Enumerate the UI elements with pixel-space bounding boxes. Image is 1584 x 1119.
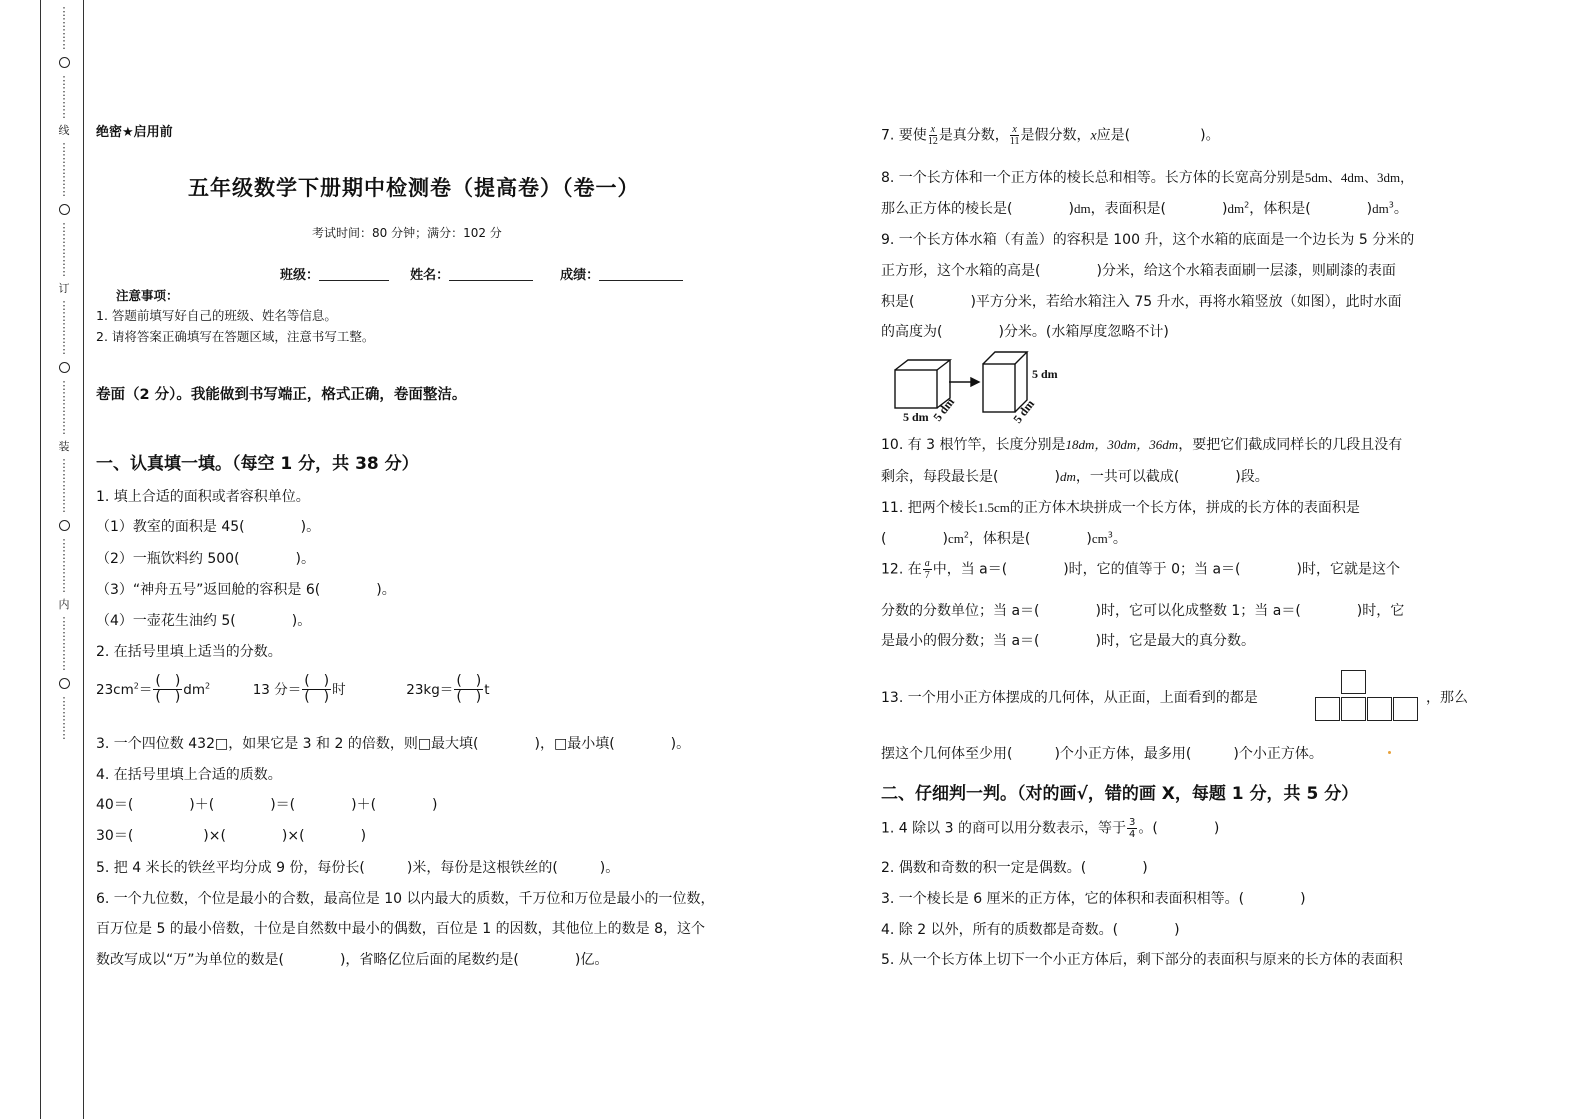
binding-hole xyxy=(59,204,70,215)
question-13-line-1: 13. 一个用小正方体摆成的几何体，从正面，上面看到的都是 xyxy=(881,690,1258,706)
q2-c: 23kg＝ $\frac{( )}{( )}$ t xyxy=(406,673,490,706)
paper-neatness: 卷面（2 分）。我能做到书写端正，格式正确，卷面整洁。 xyxy=(96,387,467,403)
question-5: 5. 把 4 米长的铁丝平均分成 9 份，每份长( )米，每份是这根铁丝的( )。 xyxy=(96,860,620,876)
question-6-line-1: 6. 一个九位数，个位是最小的合数，最高位是 10 以内最大的质数，千万位和万位是最小的一位数， xyxy=(96,891,715,907)
name-label: 姓名： xyxy=(410,268,450,283)
water-tank-figure xyxy=(891,346,1071,428)
student-info-row xyxy=(280,264,683,283)
question-9-line-2: 正方形，这个水箱的高是( )分米，给这个水箱表面刷一层漆，则刷漆的表面 xyxy=(881,263,1396,279)
question-12-line-1: 12. 在 $\frac{a}{7}$ 中，当 a＝( )时，它的值等于 0；当 a＝( )时，它就是这个 xyxy=(881,558,1400,581)
judge-2: 2. 偶数和奇数的积一定是偶数。( ) xyxy=(881,860,1148,876)
binding-hole xyxy=(59,520,70,531)
q2-b: 13 分＝ $\frac{( )}{( )}$ 时 xyxy=(252,673,346,706)
class-label: 班级： xyxy=(280,268,320,283)
binding-char: 内 xyxy=(58,598,70,611)
question-12-line-2: 分数的分数单位；当 a＝( )时，它可以化成整数 1；当 a＝( )时，它 xyxy=(881,603,1405,619)
section-2-title: 二、仔细判一判。（对的画√，错的画 X，每题 1 分，共 5 分） xyxy=(881,784,1359,804)
note-2: 2. 请将答案正确填写在答题区域，注意书写工整。 xyxy=(96,329,375,344)
question-8-line-1: 8. 一个长方体和一个正方体的棱长总和相等。长方体的长宽高分别是5dm、4dm、3dm， xyxy=(881,170,1414,186)
question-9-line-3: 积是( )平方分米，若给水箱注入 75 升水，再将水箱竖放（如图），此时水面 xyxy=(881,294,1402,310)
judge-5: 5. 从一个长方体上切下一个小正方体后，剩下部分的表面积与原来的长方体的表面积 xyxy=(881,952,1403,968)
binding-char: 订 xyxy=(58,282,70,295)
question-6-line-2: 百万位是 5 的最小倍数，十位是自然数中最小的偶数，百位是 1 的因数，其他位上的数是 8，这个 xyxy=(96,921,705,937)
question-9-line-1: 9. 一个长方体水箱（有盖）的容积是 100 升，这个水箱的底面是一个边长为 5 分米的 xyxy=(881,232,1415,248)
binding-char: 装 xyxy=(58,440,70,453)
question-6-line-3: 数改写成以“万”为单位的数是( )，省略亿位后面的尾数约是( )亿。 xyxy=(96,952,609,968)
question-11-line-1: 11. 把两个棱长1.5cm的正方体木块拼成一个长方体，拼成的长方体的表面积是 xyxy=(881,500,1360,516)
question-4-b: 30＝( )×( )×( ) xyxy=(96,828,367,844)
question-3: 3. 一个四位数 432□，如果它是 3 和 2 的倍数，则□最大填( )，□最小填( )。 xyxy=(96,736,691,752)
question-9-line-4: 的高度为( )分米。(水箱厚度忽略不计) xyxy=(881,324,1169,340)
question-1-4: （4）一壶花生油约 5( )。 xyxy=(96,613,312,629)
class-field[interactable] xyxy=(319,266,389,281)
figure-label: 5 dm xyxy=(903,410,929,424)
judge-1: 1. 4 除以 3 的商可以用分数表示，等于 $\frac{3}{4}$ 。( ) xyxy=(881,817,1220,840)
figure-label: 5 dm xyxy=(1032,367,1058,381)
question-13-then: ，那么 xyxy=(1426,690,1468,706)
q2-a: $23cm^2=$ $\frac{( )}{( )}$ $dm^2$ xyxy=(96,673,211,706)
exam-info: 考试时间：80 分钟；满分：102 分 xyxy=(312,226,502,240)
figure-label: 5 dm xyxy=(1010,396,1038,426)
binding-hole xyxy=(59,57,70,68)
notes-title: 注意事项： xyxy=(116,288,179,303)
question-4-a: 40＝( )＋( )＝( )＋( ) xyxy=(96,797,438,813)
binding-column: ⋮ ⋮ ⋮ ⋮ ⋮ ⋮ ⋮ ⋮ 线 ⋮ ⋮ ⋮ ⋮ ⋮ ⋮ ⋮ ⋮ ⋮ ⋮ 订 ⋮ ⋮ ⋮ ⋮ ⋮ ⋮ ⋮ ⋮ ⋮ ⋮ 装 ⋮ ⋮ ⋮ ⋮ ⋮ ⋮ ⋮ ⋮ ⋮ ⋮ 内 ⋮ ⋮ ⋮ ⋮ ⋮ ⋮ ⋮ ⋮ ⋮ xyxy=(58,5,70,741)
score-field[interactable] xyxy=(599,266,683,281)
question-1-2: （2）一瓶饮料约 500( )。 xyxy=(96,551,316,567)
question-10-line-1: 10. 有 3 根竹竿，长度分别是18dm，30dm，36dm，要把它们截成同样长的几段且没有 xyxy=(881,437,1403,453)
section-1-title: 一、认真填一填。（每空 1 分，共 38 分） xyxy=(96,454,419,474)
binding-hole xyxy=(59,362,70,373)
question-2-items xyxy=(96,674,490,706)
question-12-line-3: 是最小的假分数；当 a＝( )时，它是最大的真分数。 xyxy=(881,633,1255,649)
orange-dot xyxy=(1388,751,1391,754)
secret-mark: 绝密★启用前 xyxy=(96,125,173,140)
binding-char: 线 xyxy=(58,124,70,137)
question-1-3: （3）“神舟五号”返回舱的容积是 6( )。 xyxy=(96,582,396,598)
cube-view-figure xyxy=(1315,670,1421,722)
name-field[interactable] xyxy=(449,266,533,281)
question-11-line-2: ( )$cm^2$，体积是( )$cm^3$。 xyxy=(881,530,1127,547)
score-label: 成绩： xyxy=(560,268,600,283)
judge-4: 4. 除 2 以外，所有的质数都是奇数。( ) xyxy=(881,922,1180,938)
question-13-line-2: 摆这个几何体至少用( )个小正方体，最多用( )个小正方体。 xyxy=(881,746,1323,762)
figure-label: 5 dm xyxy=(930,394,958,424)
question-2: 2. 在括号里填上适当的分数。 xyxy=(96,644,282,660)
question-7: 7. 要使 $\frac{x}{12}$ 是真分数， $\frac{x}{11}$ 是假分数，x应是( )。 xyxy=(881,124,1220,147)
note-1: 1. 答题前填写好自己的班级、姓名等信息。 xyxy=(96,308,337,323)
question-1-1: （1）教室的面积是 45( )。 xyxy=(96,519,321,535)
binding-hole xyxy=(59,678,70,689)
judge-3: 3. 一个棱长是 6 厘米的正方体，它的体积和表面积相等。( ) xyxy=(881,891,1306,907)
question-8-line-2: 那么正方体的棱长是( )dm，表面积是( )$dm^2$，体积是( )$dm^3$。 xyxy=(881,200,1408,217)
question-4: 4. 在括号里填上合适的质数。 xyxy=(96,767,282,783)
question-1: 1. 填上合适的面积或者容积单位。 xyxy=(96,489,310,505)
page-title: 五年级数学下册期中检测卷（提高卷）（卷一） xyxy=(188,176,640,200)
question-10-line-2: 剩余，每段最长是( )dm，一共可以截成( )段。 xyxy=(881,469,1269,485)
